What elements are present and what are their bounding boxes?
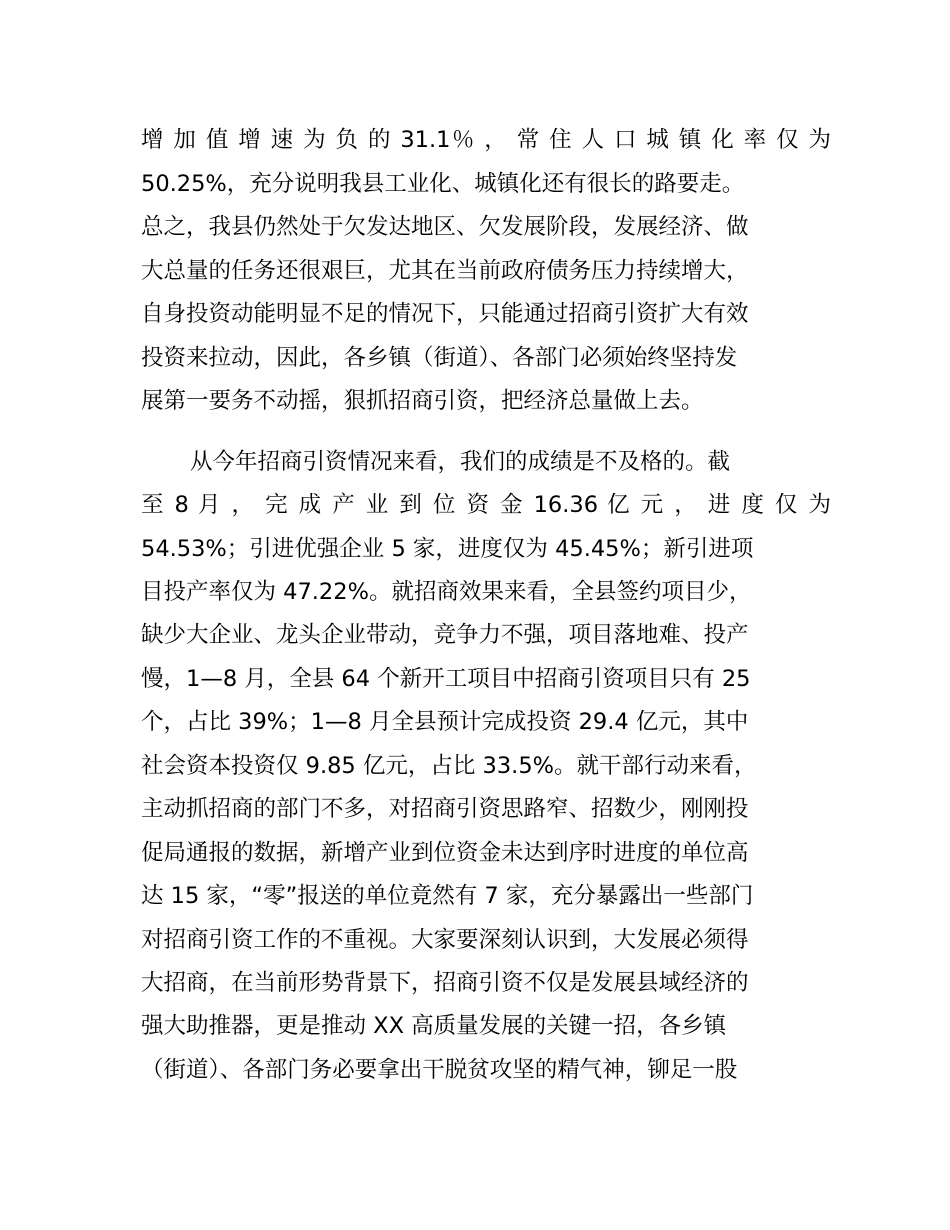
text-line: 展第一要务不动摇，狠抓招商引资，把经济总量做上去。 — [141, 388, 704, 414]
text-line: 自身投资动能明显不足的情况下，只能通过招商引资扩大有效 — [141, 301, 749, 327]
text-line: 慢，1—8 月，全县 64 个新开工项目中招商引资项目只有 25 — [141, 666, 751, 692]
text-line: 总之，我县仍然处于欠发达地区、欠发展阶段，发展经济、做 — [141, 214, 749, 240]
text-line: 强大助推器，更是推动 XX 高质量发展的关键一招，各乡镇 — [141, 1013, 727, 1039]
text-line: 大总量的任务还很艰巨，尤其在当前政府债务压力持续增大， — [141, 258, 749, 284]
text-line: 对招商引资工作的不重视。大家要深刻认识到，大发展必须得 — [141, 927, 749, 953]
text-line: 54.53%；引进优强企业 5 家，进度仅为 45.45%；新引进项 — [141, 536, 754, 562]
text-line: 社会资本投资仅 9.85 亿元，占比 33.5%。就干部行动来看， — [141, 753, 757, 779]
text-line: 个，占比 39%；1—8 月全县预计完成投资 29.4 亿元，其中 — [141, 709, 749, 735]
text-line: 达 15 家，“零”报送的单位竟然有 7 家，充分暴露出一些部门 — [141, 883, 754, 909]
text-line: 主动抓招商的部门不多，对招商引资思路窄、招数少，刚刚投 — [141, 796, 749, 822]
text-line: 缺少大企业、龙头企业带动，竞争力不强，项目落地难、投产 — [141, 622, 749, 648]
text-line: 促局通报的数据，新增产业到位资金未达到序时进度的单位高 — [141, 840, 749, 866]
text-line: 增 加 值 增 速 为 负 的 31.1％ ， 常 住 人 口 城 镇 化 率 仅 为 — [141, 127, 831, 153]
text-line: 从今年招商引资情况来看，我们的成绩是不及格的。截 — [190, 449, 731, 475]
text-line: 50.25%，充分说明我县工业化、城镇化还有很长的路要走。 — [141, 171, 745, 197]
text-line: 大招商，在当前形势背景下，招商引资不仅是发展县域经济的 — [141, 970, 749, 996]
text-line: 至 8 月 ， 完 成 产 业 到 位 资 金 16.36 亿 元 ， 进 度 仅 为 — [141, 492, 831, 518]
text-line: （街道）、各部门务必要拿出干脱贫攻坚的精气神，铆足一股 — [141, 1057, 738, 1083]
text-line: 投资来拉动，因此，各乡镇（街道）、各部门必须始终坚持发 — [141, 345, 738, 371]
text-line: 目投产率仅为 47.22%。就招商效果来看，全县签约项目少， — [141, 579, 752, 605]
